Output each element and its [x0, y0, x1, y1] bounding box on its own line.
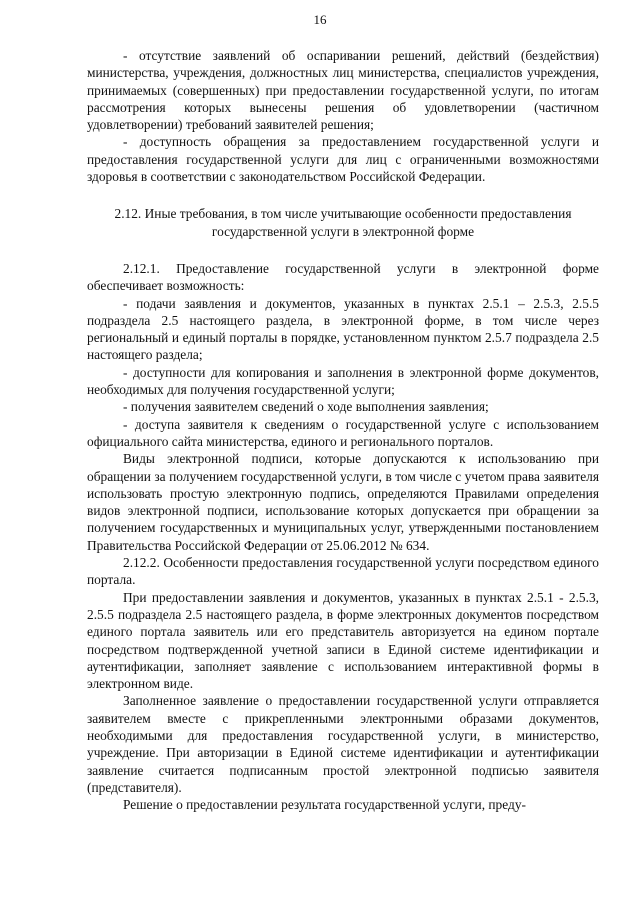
list-item: - получения заявителем сведений о ходе выполнения заявления;	[123, 399, 489, 415]
paragraph: 2.12.1. Предоставление государственной услуги в электронной форме обеспечивает возможность:	[87, 260, 599, 294]
list-item: - доступа заявителя к сведениям о государственной услуге с использованием официального сайта министерства, единого и регионального порталов.	[87, 416, 599, 449]
paragraph: Решение о предоставлении результата государственной услуги, преду-	[123, 797, 526, 813]
section-heading	[87, 205, 599, 240]
subsection-title: 2.12.2. Особенности предоставления государственной услуги посредством единого портала.	[87, 555, 599, 588]
paragraph: При предоставлении заявления и документов, указанных в пунктах 2.5.1 - 2.5.3, 2.5.5 подраздела 2.5 настоящего раздела, в форме электронных документов посредством единого портала заявитель или его представитель авторизуется на едином портале посредством подтвержденной учетной записи в Единой системе идентификации и аутентификации, заполняет заявление с использованием интерактивной формы в электронном виде.	[87, 589, 599, 692]
paragraph: - доступность обращения за предоставлением государственной услуги и предоставления государственной услуги для лиц с ограниченными возможностями здоровья в соответствии с законодательством Российской Федерации.	[87, 134, 599, 185]
section-heading-line: государственной услуги в электронной форме	[211, 223, 475, 239]
paragraph: Виды электронной подписи, которые допускаются к использованию при обращении за получением государственной услуги, в том числе с учетом права заявителя использовать простую электронную подпись, определяются Правилами определения видов электронной подписи, использование которых допускается при обращении за получением государственных и муниципальных услуг, утвержденными постановлением Правительства Российской Федерации от 25.06.2012 № 634.	[87, 451, 599, 553]
list-item: - доступности для копирования и заполнения в электронной форме документов, необходимых для получения государственной услуги;	[87, 364, 599, 398]
section-heading-line: 2.12. Иные требования, в том числе учитывающие особенности предоставления	[114, 206, 572, 222]
paragraph: - отсутствие заявлений об оспаривании решений, действий (бездействия) министерства, учреждения, должностных лиц министерства, специалистов учреждения, принимаемых (совершенных) при предоставлении государственной услуги, по итогам рассмотрения которых вынесены решения об удовлетворении (частичном удовлетворении) требований заявителей решения;	[87, 48, 599, 133]
document-body	[87, 47, 599, 813]
paragraph: Заполненное заявление о предоставлении государственной услуги отправляется заявителем вместе с прикрепленными электронными образами документов, необходимыми для предоставления государственной услуги, в министерство, учреждение. При авторизации в Единой системе идентификации и аутентификации заявление считается подписанным простой электронной подписью заявителя (представителя).	[87, 693, 599, 795]
list-item: - подачи заявления и документов, указанных в пунктах 2.5.1 – 2.5.3, 2.5.5 подраздела 2.5 настоящего раздела, в электронной форме, в том числе через региональный и единый порталы в порядке, установленном пунктом 2.5.7 подраздела 2.5 настоящего раздела;	[87, 295, 599, 363]
page-number: 16	[313, 12, 327, 27]
